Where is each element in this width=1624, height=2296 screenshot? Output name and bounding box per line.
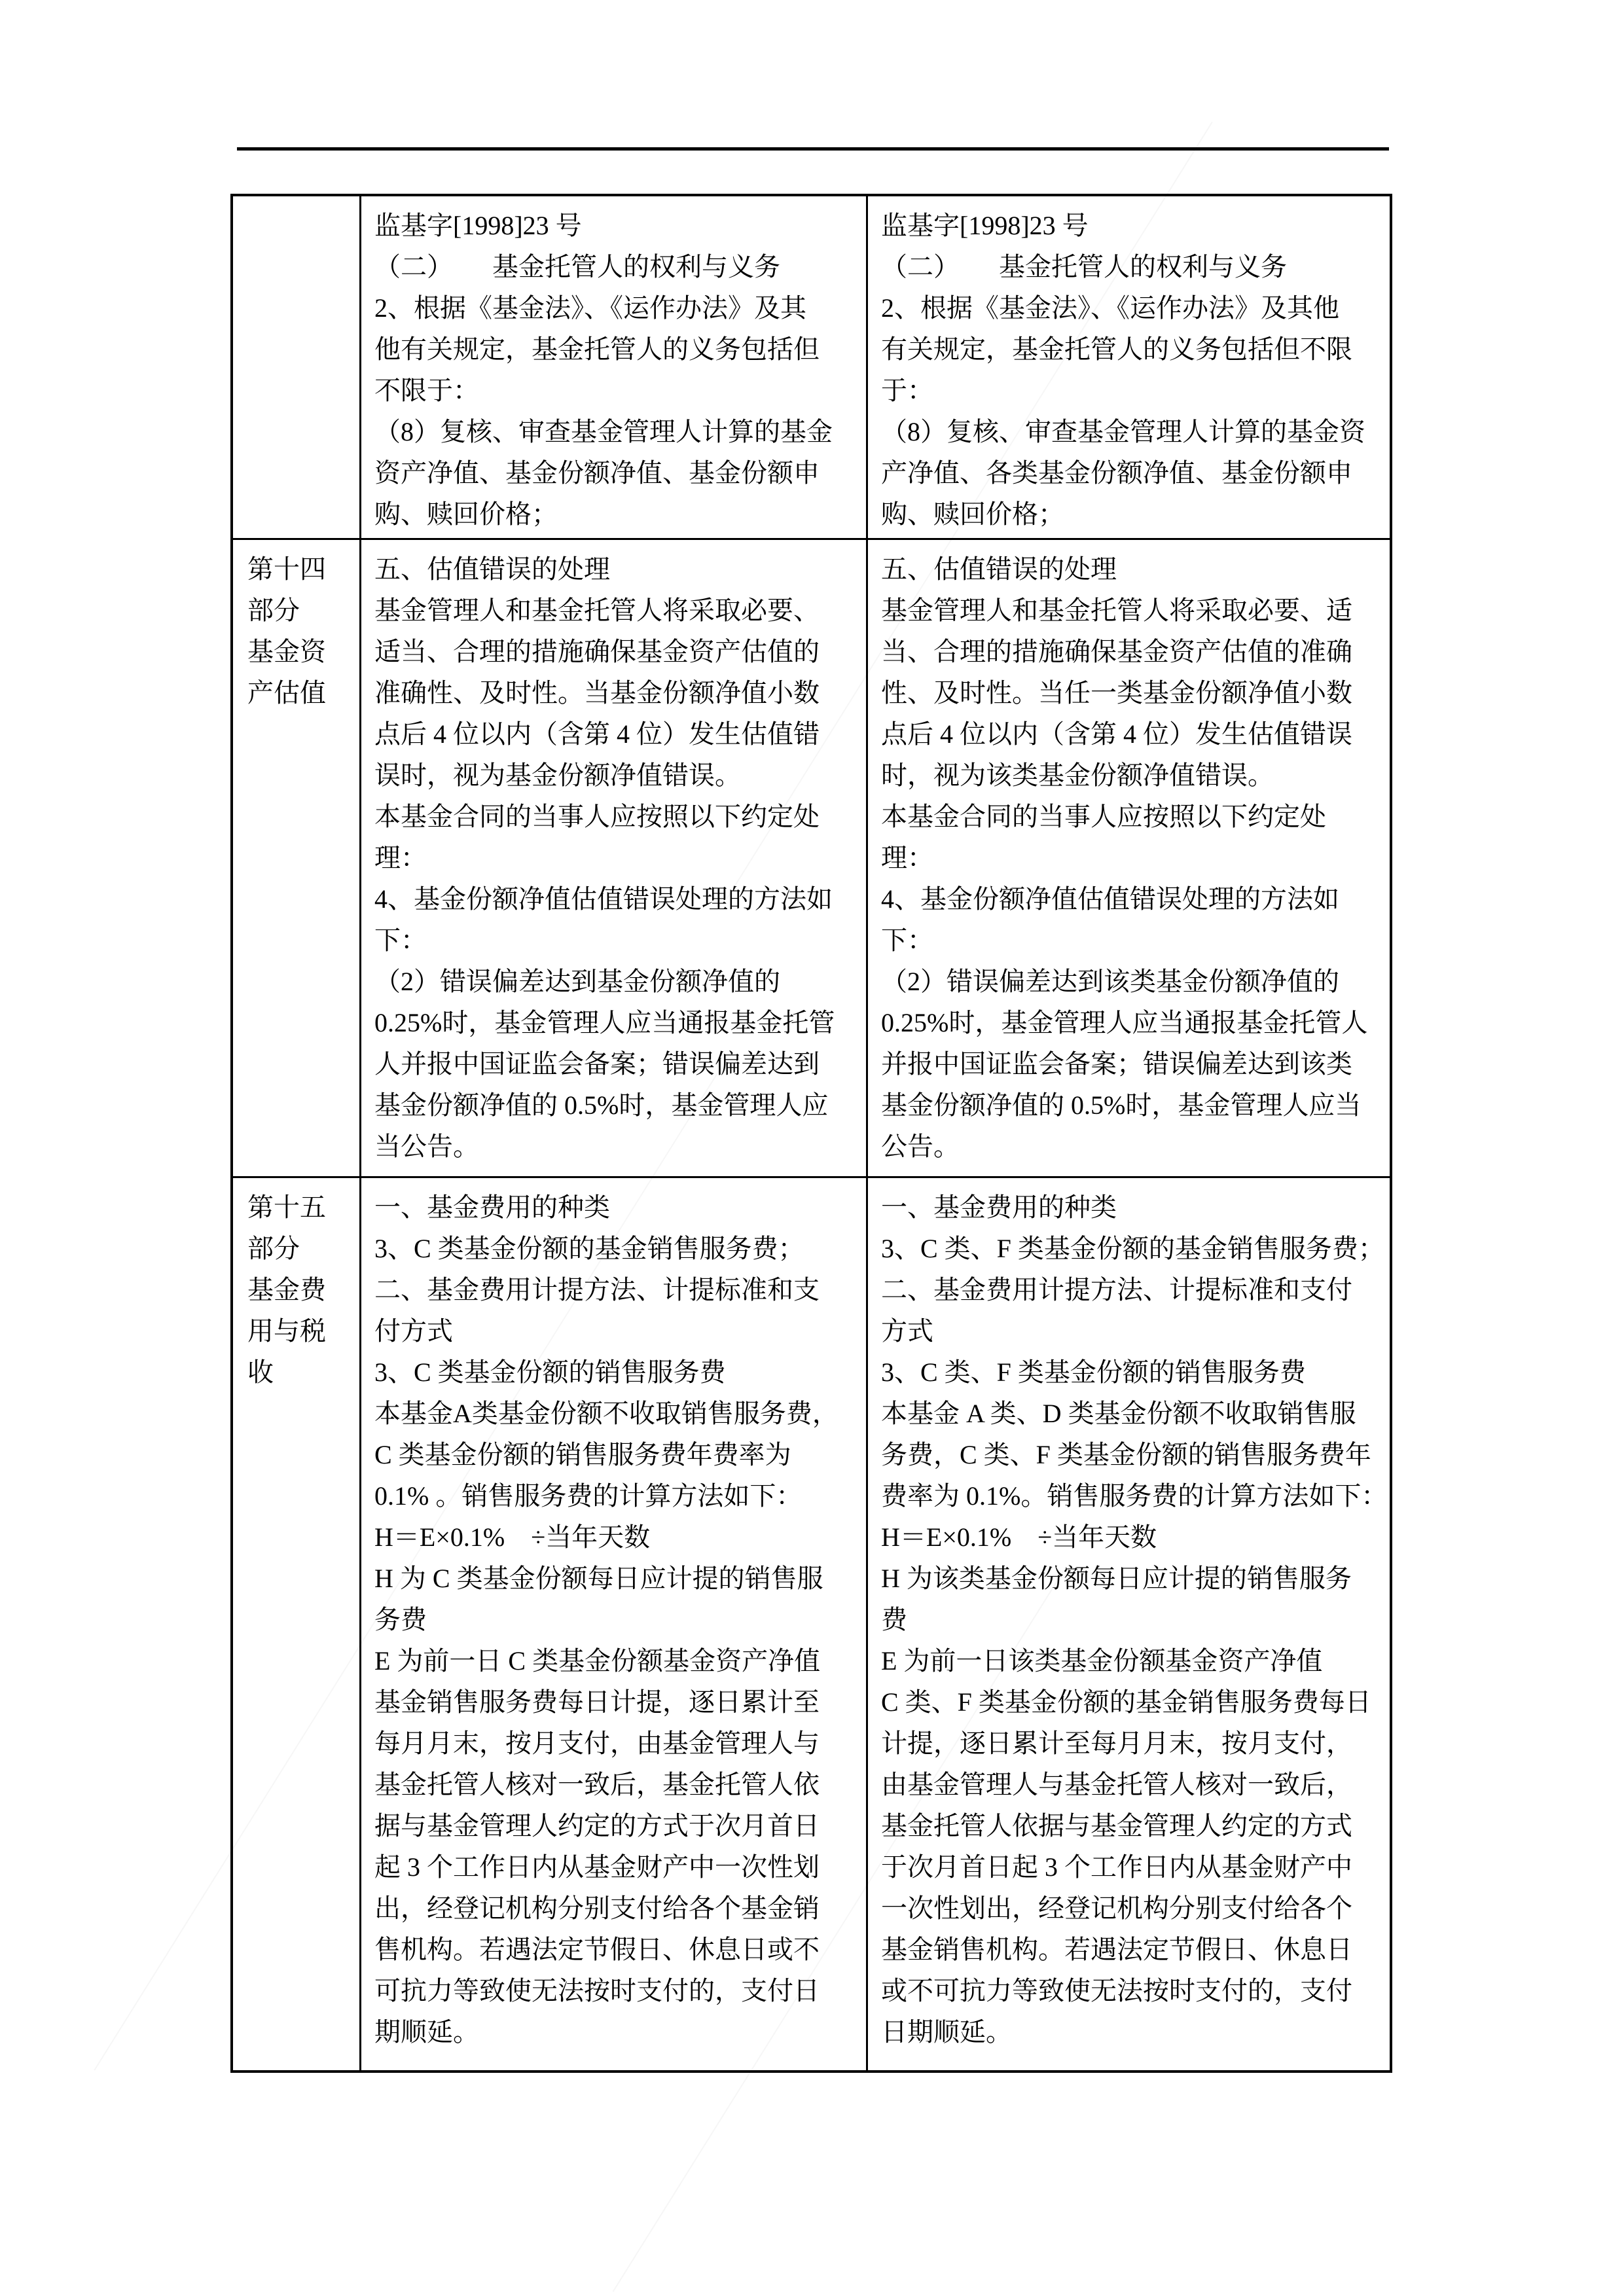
text-line: 起 3 个工作日内从基金财产中一次性划 (374, 1852, 820, 1882)
text-line: 可抗力等致使无法按时支付的，支付日 (374, 1976, 820, 2005)
text-line: 当、合理的措施确保基金资产估值的准确 (881, 637, 1352, 666)
text-line: 点后 4 位以内（含第 4 位）发生估值错误 (881, 719, 1352, 749)
text-line: 基金管理人和基金托管人将采取必要、 (374, 596, 820, 625)
text-line: 性、及时性。当任一类基金份额净值小数 (881, 678, 1352, 708)
text-line: H＝E×0.1% ÷当年天数 (881, 1522, 1157, 1552)
text-line: 基金份额净值的 0.5%时，基金管理人应当 (881, 1090, 1362, 1120)
section-cell-row-2 (233, 540, 361, 1178)
text-line: 3、C 类、F 类基金份额的基金销售服务费； (881, 1234, 1384, 1263)
text-line: H 为 C 类基金份额每日应计提的销售服 (374, 1564, 823, 1593)
text-line: 本基金A类基金份额不收取销售服务费， (374, 1399, 839, 1428)
text-line: 用与税 (247, 1316, 326, 1346)
text-line: 2、根据《基金法》、《运作办法》及其 (374, 293, 806, 323)
text-line: 0.25%时，基金管理人应当通报基金托管人 (881, 1008, 1368, 1037)
text-line: 0.1% 。销售服务费的计算方法如下： (374, 1481, 803, 1511)
text-line: 公告。 (881, 1132, 960, 1161)
text-line: 一次性划出，经登记机构分别支付给各个 (881, 1893, 1352, 1923)
text-line: 第十四 (247, 554, 326, 584)
text-line: 于次月首日起 3 个工作日内从基金财产中 (881, 1852, 1352, 1882)
text-line: 3、C 类、F 类基金份额的销售服务费 (881, 1357, 1306, 1387)
text-line: 误时，视为基金份额净值错误。 (374, 761, 741, 790)
text-line: 4、基金份额净值估值错误处理的方法如 (374, 884, 833, 914)
text-line: 基金托管人依据与基金管理人约定的方式 (881, 1811, 1352, 1840)
text-line: 基金销售机构。若遇法定节假日、休息日 (881, 1935, 1352, 1964)
text-line: 3、C 类基金份额的基金销售服务费； (374, 1234, 804, 1263)
text-line: 五、估值错误的处理 (881, 554, 1117, 584)
text-line: 一、基金费用的种类 (374, 1193, 610, 1222)
text-line: E 为前一日该类基金份额基金资产净值 (881, 1646, 1323, 1676)
text-line: 点后 4 位以内（含第 4 位）发生估值错 (374, 719, 820, 749)
text-line: 下： (374, 925, 427, 955)
right-version-cell-row-3 (868, 1178, 1392, 2070)
text-line: 第十五 (247, 1193, 326, 1222)
text-line: 时，视为该类基金份额净值错误。 (881, 761, 1274, 790)
text-line: H 为该类基金份额每日应计提的销售服务 (881, 1564, 1352, 1593)
text-line: 计提，逐日累计至每月月末，按月支付， (881, 1729, 1352, 1758)
text-line: （8）复核、审查基金管理人计算的基金 (374, 417, 833, 446)
text-line: 本基金合同的当事人应按照以下约定处 (881, 802, 1326, 831)
text-line: 基金管理人和基金托管人将采取必要、适 (881, 596, 1352, 625)
text-line: 费率为 0.1%。销售服务费的计算方法如下： (881, 1481, 1388, 1511)
text-line: 准确性、及时性。当基金份额净值小数 (374, 678, 820, 708)
text-line: 费 (881, 1605, 907, 1634)
page-header-rule (237, 147, 1389, 151)
left-version-cell-row-3 (361, 1178, 868, 2070)
text-line: 4、基金份额净值估值错误处理的方法如 (881, 884, 1339, 914)
text-line: E 为前一日 C 类基金份额基金资产净值 (374, 1646, 821, 1676)
text-line: （2）错误偏差达到基金份额净值的 (374, 967, 780, 996)
text-line: （二） 基金托管人的权利与义务 (881, 252, 1287, 281)
text-line: 人并报中国证监会备案；错误偏差达到 (374, 1049, 820, 1079)
text-line: 出，经登记机构分别支付给各个基金销 (374, 1893, 820, 1923)
text-line: 适当、合理的措施确保基金资产估值的 (374, 637, 820, 666)
text-line: H＝E×0.1% ÷当年天数 (374, 1522, 651, 1552)
text-line: 监基字[1998]23 号 (374, 211, 582, 240)
text-line: 理： (881, 843, 933, 872)
text-line: 每月月末，按月支付，由基金管理人与 (374, 1729, 820, 1758)
text-line: 基金资 (247, 637, 326, 666)
text-line: （2）错误偏差达到该类基金份额净值的 (881, 967, 1339, 996)
text-line: 日期顺延。 (881, 2017, 1012, 2047)
text-line: 二、基金费用计提方法、计提标准和支 (374, 1275, 820, 1304)
text-line: 于： (881, 376, 933, 405)
text-line: 本基金 A 类、D 类基金份额不收取销售服 (881, 1399, 1356, 1428)
section-cell-row-3 (233, 1178, 361, 2070)
text-line: 二、基金费用计提方法、计提标准和支付 (881, 1275, 1352, 1304)
comparison-table (230, 194, 1392, 2073)
text-line: 售机构。若遇法定节假日、休息日或不 (374, 1935, 820, 1964)
text-line: 方式 (881, 1316, 933, 1346)
text-line: 据与基金管理人约定的方式于次月首日 (374, 1811, 820, 1840)
text-line: 五、估值错误的处理 (374, 554, 610, 584)
text-line: 资产净值、基金份额净值、基金份额申 (374, 458, 820, 488)
text-line: 基金销售服务费每日计提，逐日累计至 (374, 1687, 820, 1717)
text-line: 监基字[1998]23 号 (881, 211, 1089, 240)
text-line: 他有关规定，基金托管人的义务包括但 (374, 334, 820, 364)
text-line: 期顺延。 (374, 2017, 479, 2047)
text-line: 购、赎回价格； (374, 499, 558, 529)
text-line: 基金费 (247, 1275, 326, 1304)
left-version-cell-row-2 (361, 540, 868, 1178)
text-line: 下： (881, 925, 933, 955)
text-line: 2、根据《基金法》、《运作办法》及其他 (881, 293, 1339, 323)
left-version-cell-row-1 (361, 196, 868, 540)
text-line: 由基金管理人与基金托管人核对一致后， (881, 1770, 1352, 1799)
text-line: C 类基金份额的销售服务费年费率为 (374, 1440, 791, 1469)
text-line: 产净值、各类基金份额净值、基金份额申 (881, 458, 1352, 488)
text-line: 0.25%时，基金管理人应当通报基金托管 (374, 1008, 835, 1037)
text-line: 不限于： (374, 376, 479, 405)
text-line: 并报中国证监会备案；错误偏差达到该类 (881, 1049, 1352, 1079)
text-line: 当公告。 (374, 1132, 479, 1161)
text-line: 部分 (247, 1234, 300, 1263)
text-line: 或不可抗力等致使无法按时支付的，支付 (881, 1976, 1352, 2005)
text-line: 收 (247, 1357, 274, 1387)
text-line: 务费 (374, 1605, 427, 1634)
text-line: 购、赎回价格； (881, 499, 1064, 529)
section-cell-row-1 (233, 196, 361, 540)
text-line: 一、基金费用的种类 (881, 1193, 1117, 1222)
right-version-cell-row-1 (868, 196, 1392, 540)
text-line: 务费，C 类、F 类基金份额的销售服务费年 (881, 1440, 1371, 1469)
text-line: C 类、F 类基金份额的基金销售服务费每日 (881, 1687, 1371, 1717)
text-line: 本基金合同的当事人应按照以下约定处 (374, 802, 820, 831)
right-version-cell-row-2 (868, 540, 1392, 1178)
text-line: 有关规定，基金托管人的义务包括但不限 (881, 334, 1352, 364)
text-line: （二） 基金托管人的权利与义务 (374, 252, 780, 281)
text-line: 基金份额净值的 0.5%时，基金管理人应 (374, 1090, 829, 1120)
text-line: 付方式 (374, 1316, 453, 1346)
text-line: 基金托管人核对一致后，基金托管人依 (374, 1770, 820, 1799)
text-line: （8）复核、审查基金管理人计算的基金资 (881, 417, 1365, 446)
text-line: 3、C 类基金份额的销售服务费 (374, 1357, 726, 1387)
text-line: 理： (374, 843, 427, 872)
text-line: 部分 (247, 596, 300, 625)
text-line: 产估值 (247, 678, 326, 708)
